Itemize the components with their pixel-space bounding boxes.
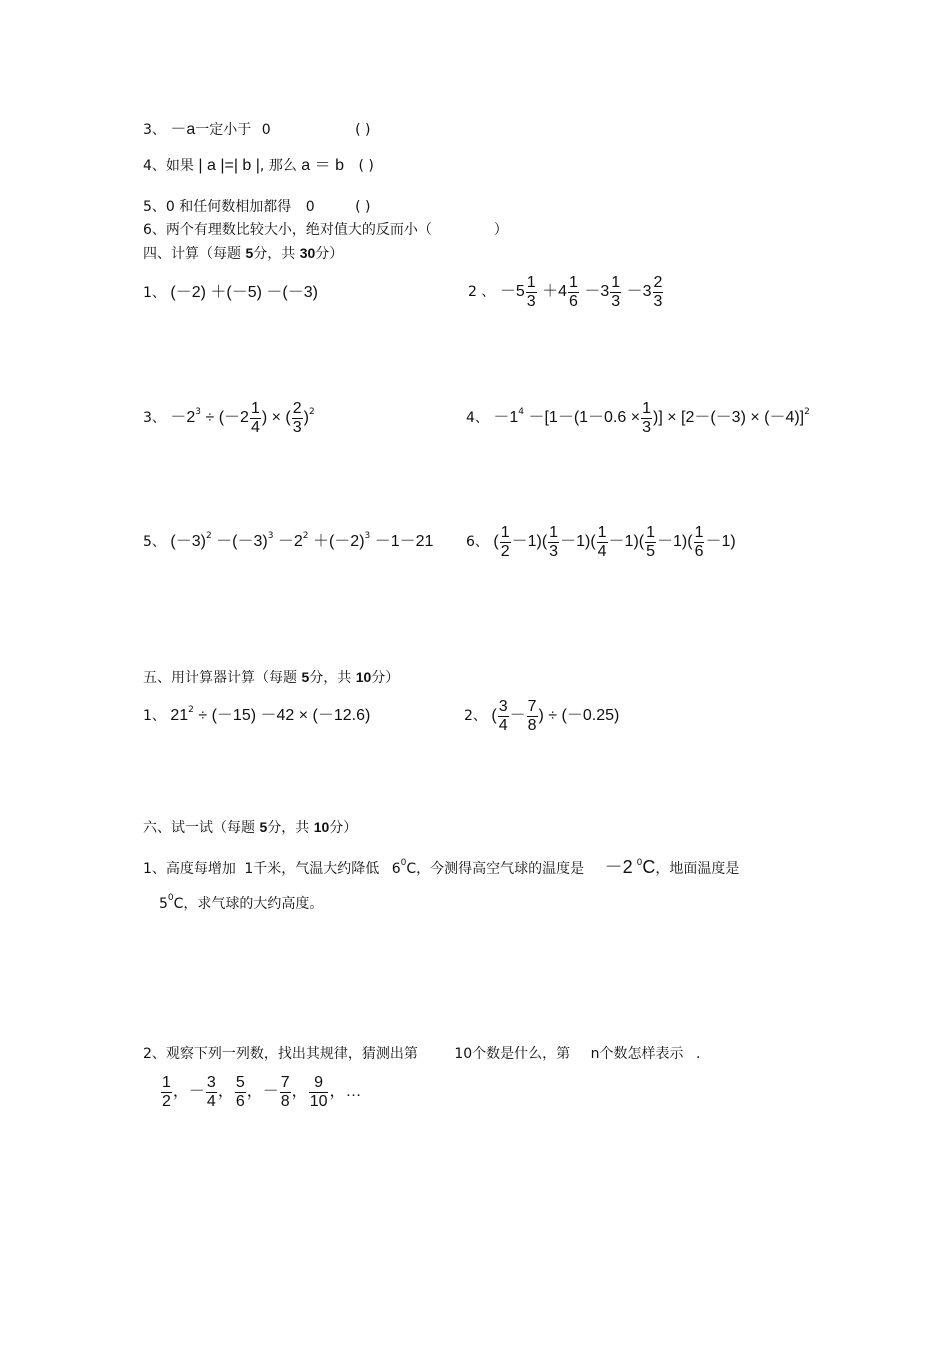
sequence-fraction <box>206 1074 217 1111</box>
fraction <box>250 400 261 437</box>
denominator: 8 <box>527 716 537 734</box>
math-term: －5 <box>499 283 525 300</box>
degree-mark: 0 <box>400 858 407 868</box>
math-term: －1) <box>705 533 736 550</box>
problem-text: 千米，气温大约降低 <box>253 861 380 877</box>
math-term: －1) <box>608 533 639 550</box>
exponent: 2 <box>804 407 810 417</box>
problem-value: 1 <box>244 861 254 877</box>
fraction <box>292 400 303 437</box>
heading-text: 分） <box>371 670 400 686</box>
answer-blank: ( ) <box>358 158 374 174</box>
heading-text: 分） <box>329 820 358 836</box>
fraction <box>694 524 705 561</box>
numerator: 1 <box>568 273 578 291</box>
temperature-value: －2 <box>604 857 633 877</box>
answer-blank: ( ) <box>355 199 371 215</box>
heading-text: 六、试一试（每题 <box>143 820 255 836</box>
fraction <box>548 524 559 561</box>
denominator: 2 <box>162 1092 171 1110</box>
fraction <box>526 274 537 311</box>
question-number: 2、 <box>464 708 487 724</box>
answer-blank: ( ) <box>355 122 371 138</box>
math-term: －[1－(1－0.6 × <box>528 409 641 426</box>
numerator: 1 <box>642 399 651 417</box>
numerator: 2 <box>653 273 663 291</box>
math-expression: －a <box>170 121 196 138</box>
denominator: 4 <box>597 542 607 560</box>
problem-value: 6 <box>391 861 401 877</box>
denominator: 2 <box>500 542 510 560</box>
math-term: －1) <box>511 533 542 550</box>
math-term: (－3) <box>170 533 206 550</box>
question-number: 4、如果 <box>143 158 194 174</box>
math-term: ÷ (－15) －42 × (－12.6) <box>198 707 371 724</box>
heading-total: 30 <box>299 245 316 261</box>
question-number: 2 、 <box>468 284 496 300</box>
word-problem-1-line-1 <box>143 858 739 880</box>
section-5-heading <box>143 668 399 687</box>
problem-value: 5 <box>159 896 168 912</box>
denominator: 3 <box>292 418 302 436</box>
numerator: 1 <box>597 523 607 541</box>
heading-text: 分，共 <box>267 820 310 836</box>
sequence-fraction <box>235 1074 246 1111</box>
math-term: ＋4 <box>542 283 567 300</box>
denominator: 3 <box>653 292 663 310</box>
heading-text: 五、用计算器计算（每题 <box>143 670 297 686</box>
denominator: 6 <box>694 542 704 560</box>
calculator-problem-1 <box>143 707 370 727</box>
problem-text: 个数怎样表示 <box>599 1046 684 1062</box>
question-number: 6、 <box>466 534 489 550</box>
calc-problem-4 <box>466 398 810 440</box>
math-term: ) ÷ (－0.25) <box>538 707 620 724</box>
tf-question-3 <box>143 121 370 139</box>
math-term: －3 <box>626 283 652 300</box>
denominator: 10 <box>309 1092 328 1110</box>
math-term: －3 <box>584 283 610 300</box>
exponent: 2 <box>205 531 212 541</box>
denominator: 5 <box>646 542 656 560</box>
calc-problem-1 <box>143 284 318 302</box>
heading-text: 分，共 <box>309 670 352 686</box>
sequence-fraction <box>161 1074 172 1111</box>
section-4-heading <box>143 244 343 263</box>
numerator: 2 <box>292 399 302 417</box>
fraction <box>645 524 656 561</box>
math-term: －1 <box>493 409 519 426</box>
denominator: 3 <box>611 292 621 310</box>
numerator: 5 <box>235 1073 245 1091</box>
fraction <box>653 274 664 311</box>
heading-text: 分，共 <box>253 246 296 262</box>
denominator: 4 <box>206 1092 216 1110</box>
math-term: －1) <box>657 533 688 550</box>
denominator: 6 <box>568 292 578 310</box>
numerator: 1 <box>646 523 656 541</box>
math-term: ( <box>541 533 548 550</box>
numerator: 1 <box>611 273 621 291</box>
math-expression: | a |=| b | <box>198 157 260 174</box>
math-term: ) × ( <box>261 409 291 426</box>
math-term: －2 <box>170 409 196 426</box>
question-number: 4、 <box>466 410 489 426</box>
tf-question-4 <box>143 157 374 175</box>
problem-text: C，今测得高空气球的温度是 <box>406 861 585 877</box>
question-number: 5、 <box>143 534 166 550</box>
fraction <box>527 698 538 735</box>
math-term: － <box>509 707 526 724</box>
sequence-fraction <box>280 1074 291 1111</box>
calc-problem-6 <box>466 522 736 562</box>
question-number: 1、 <box>143 708 166 724</box>
math-term: ( <box>687 533 693 550</box>
question-text: , 那么 <box>259 158 297 174</box>
denominator: 4 <box>498 716 508 734</box>
math-term: ( <box>493 533 499 550</box>
problem-value: n <box>590 1046 600 1062</box>
exponent: 2 <box>302 531 309 541</box>
word-problem-2 <box>143 1045 700 1063</box>
sequence-fraction <box>309 1074 329 1111</box>
numerator: 1 <box>694 523 704 541</box>
denominator: 3 <box>642 418 651 436</box>
math-term: ÷ (－2 <box>205 409 249 426</box>
question-number: 3、 <box>143 122 166 138</box>
degree-mark: 0 <box>636 858 643 868</box>
heading-text: 分） <box>315 246 344 262</box>
denominator: 3 <box>549 542 559 560</box>
numerator: 3 <box>206 1073 216 1091</box>
calc-problem-2 <box>468 272 664 312</box>
math-term: －1－21 <box>374 533 434 550</box>
numerator: 1 <box>500 523 510 541</box>
math-term: －2 <box>277 533 303 550</box>
answer-blank: ） <box>493 222 508 238</box>
numerator: 1 <box>549 523 559 541</box>
fraction <box>641 400 652 437</box>
numerator: 3 <box>498 697 508 715</box>
math-term: ) <box>303 409 309 426</box>
sequence-ellipsis: ，… <box>329 1083 362 1100</box>
sequence-separator: ，－ <box>172 1083 205 1100</box>
problem-text: 个数是什么，第 <box>472 1046 571 1062</box>
problem-text: 2、观察下列一列数，找出其规律，猜测出第 <box>143 1046 418 1062</box>
numerator: 1 <box>526 273 536 291</box>
numerator: 9 <box>309 1074 329 1093</box>
math-term: －(－3) <box>216 533 268 550</box>
math-term: 21 <box>170 707 189 724</box>
numerator: 7 <box>280 1073 290 1091</box>
question-number: 1、 <box>143 285 166 301</box>
exponent: 4 <box>518 407 525 417</box>
problem-text: . <box>695 1046 701 1062</box>
math-expression: a ＝ b <box>301 157 344 174</box>
exponent: 2 <box>188 705 194 715</box>
calc-problem-5 <box>143 533 433 553</box>
denominator: 4 <box>250 418 260 436</box>
heading-total: 10 <box>313 819 330 835</box>
tf-question-5 <box>143 198 370 216</box>
problem-text: C，求气球的大约高度。 <box>173 896 324 912</box>
denominator: 3 <box>526 292 536 310</box>
exponent: 2 <box>308 407 315 417</box>
section-6-heading <box>143 818 357 837</box>
degree-mark: 0 <box>167 893 174 903</box>
numerator: 7 <box>527 697 537 715</box>
number-sequence <box>160 1070 362 1114</box>
exponent: 3 <box>364 531 371 541</box>
denominator: 8 <box>280 1092 290 1110</box>
fraction <box>597 524 608 561</box>
heading-points: 5 <box>259 819 268 835</box>
temperature-unit: C <box>642 857 656 877</box>
calc-problem-3 <box>143 398 315 440</box>
question-number: 3、 <box>143 410 166 426</box>
question-text: 6、两个有理数比较大小，绝对值大的反而小（ <box>143 222 432 238</box>
tf-question-6 <box>143 221 508 239</box>
heading-text: 四、计算（每题 <box>143 246 241 262</box>
question-value: 0 <box>261 122 271 138</box>
math-term: ＋(－2) <box>312 533 365 550</box>
denominator: 6 <box>235 1092 245 1110</box>
sequence-separator: ，－ <box>246 1083 279 1100</box>
sequence-separator: ， <box>291 1083 308 1100</box>
problem-text: 1、高度每增加 <box>143 861 236 877</box>
question-value: 0 <box>305 199 315 215</box>
fraction <box>500 524 511 561</box>
fraction <box>610 274 621 311</box>
math-term: )] × [2－(－3) × (－4)] <box>652 409 805 426</box>
numerator: 1 <box>162 1073 171 1091</box>
calculator-problem-2 <box>464 696 619 736</box>
exponent: 3 <box>267 531 274 541</box>
math-term: ( <box>590 533 596 550</box>
exponent: 3 <box>195 407 202 417</box>
math-term: －1) <box>560 533 591 550</box>
problem-text: ，地面温度是 <box>655 861 740 877</box>
math-term: ( <box>638 533 645 550</box>
question-text: 一定小于 <box>195 122 252 138</box>
question-text: 5、0 和任何数相加都得 <box>143 199 292 215</box>
math-expression: (－2) ＋(－5) －(－3) <box>170 284 318 301</box>
heading-points: 5 <box>245 245 254 261</box>
word-problem-1-line-2 <box>159 895 323 915</box>
problem-value: 10 <box>454 1046 473 1062</box>
heading-total: 10 <box>355 669 372 685</box>
numerator: 1 <box>250 399 260 417</box>
fraction <box>568 274 579 311</box>
sequence-separator: ， <box>217 1083 234 1100</box>
fraction <box>498 698 509 735</box>
math-term: ( <box>491 707 497 724</box>
heading-points: 5 <box>301 669 310 685</box>
